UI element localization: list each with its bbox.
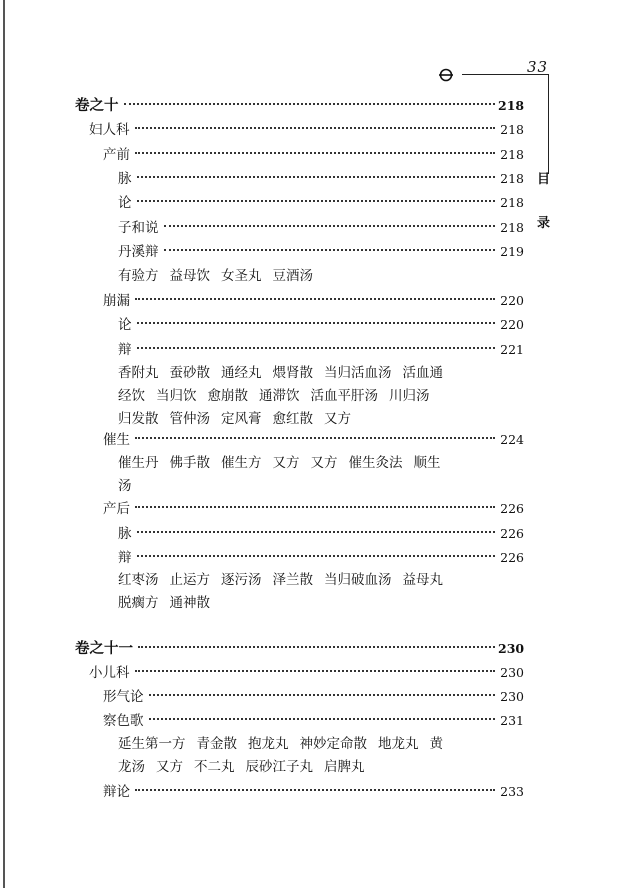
toc-entry[interactable] [118, 240, 524, 264]
formula-list [118, 569, 454, 615]
toc-entry-page: 230 [498, 641, 525, 656]
formula-name[interactable]: 催生灸法 [348, 455, 403, 471]
formula-name[interactable]: 益母丸 [402, 572, 443, 588]
toc-entry[interactable] [118, 313, 524, 337]
formula-name[interactable]: 当归饮 [156, 388, 197, 404]
dot-leader [138, 646, 495, 648]
formula-list [118, 265, 324, 288]
toc-entry-title: 辩论 [103, 784, 130, 800]
formula-name[interactable]: 活血平肝汤 [310, 388, 378, 404]
formula-name[interactable]: 不二丸 [194, 759, 235, 775]
toc-entry-page: 230 [500, 689, 524, 704]
formula-name[interactable]: 煨肾散 [272, 365, 313, 381]
formula-name[interactable]: 当归活血汤 [324, 365, 392, 381]
formula-name[interactable]: 蚕砂散 [169, 365, 210, 381]
dot-leader [135, 298, 495, 300]
toc-entry[interactable] [103, 428, 524, 452]
toc-entry-title: 卷之十一 [75, 640, 133, 657]
formula-name[interactable]: 定风膏 [221, 411, 262, 427]
toc-entry-title: 产前 [103, 147, 130, 163]
dot-leader [137, 347, 496, 349]
formula-name[interactable]: 汤 [118, 478, 132, 494]
formula-line [118, 362, 454, 385]
dot-leader [135, 506, 495, 508]
toc-entry[interactable] [89, 661, 524, 685]
toc-entry[interactable] [75, 637, 524, 661]
toc-entry-page: 218 [500, 220, 524, 235]
formula-name[interactable]: 龙汤 [118, 759, 145, 775]
toc-entry[interactable] [118, 216, 524, 240]
formula-name[interactable]: 归发散 [118, 411, 159, 427]
toc-entry-title: 产后 [103, 501, 130, 517]
toc-entry-page: 226 [500, 526, 524, 541]
formula-name[interactable]: 又方 [272, 455, 300, 471]
formula-line [118, 592, 454, 615]
formula-name[interactable]: 抱龙丸 [248, 736, 289, 752]
toc-entry-title: 辩 [118, 550, 132, 566]
toc-entry-page: 226 [500, 501, 524, 516]
dot-leader [149, 718, 496, 720]
formula-name[interactable]: 泽兰散 [272, 572, 313, 588]
formula-name[interactable]: 延生第一方 [118, 736, 186, 752]
formula-line [118, 385, 454, 408]
toc-entry-title: 子和说 [118, 220, 159, 236]
toc-entry-title: 卷之十 [75, 97, 119, 114]
dot-leader [135, 127, 496, 129]
toc-entry-title: 辩 [118, 342, 132, 358]
formula-name[interactable]: 红枣汤 [118, 572, 159, 588]
dot-leader [135, 152, 495, 154]
toc-entry[interactable] [89, 118, 524, 142]
page-left-border [3, 0, 5, 888]
formula-name[interactable]: 佛手散 [169, 455, 210, 471]
formula-line [118, 265, 324, 288]
formula-list [118, 452, 452, 498]
formula-name[interactable]: 青金散 [196, 736, 237, 752]
toc-entry-title: 脉 [118, 526, 132, 542]
toc-entry-page: 220 [500, 293, 524, 308]
toc-entry[interactable] [118, 167, 524, 191]
formula-name[interactable]: 又方 [324, 411, 351, 427]
dot-leader [137, 322, 496, 324]
toc-entry-page: 224 [500, 432, 524, 447]
toc-entry[interactable] [103, 685, 524, 709]
dot-leader [164, 225, 496, 227]
formula-line [118, 756, 454, 779]
diamond-ornament-icon [439, 68, 453, 82]
dot-leader [137, 531, 496, 533]
formula-name[interactable]: 愈崩散 [207, 388, 248, 404]
formula-name[interactable]: 地龙丸 [378, 736, 419, 752]
formula-name[interactable]: 有验方 [118, 268, 159, 284]
toc-entry-title: 小儿科 [89, 665, 130, 681]
toc-entry-page: 219 [500, 244, 524, 259]
formula-name[interactable]: 止运方 [169, 572, 210, 588]
dot-leader [137, 176, 496, 178]
dot-leader [135, 670, 496, 672]
formula-name[interactable]: 催生方 [221, 455, 262, 471]
toc-entry-page: 233 [500, 784, 524, 799]
toc-entry[interactable] [118, 522, 524, 546]
toc-entry-title: 论 [118, 195, 132, 211]
formula-name[interactable]: 又方 [156, 759, 183, 775]
formula-name[interactable]: 通神散 [169, 595, 210, 611]
toc-entry-page: 230 [500, 665, 524, 680]
toc-entry-page: 231 [500, 713, 524, 728]
toc-entry-page: 218 [498, 98, 525, 113]
formula-name[interactable]: 又方 [310, 455, 338, 471]
dot-leader [137, 200, 496, 202]
formula-name[interactable]: 顺生 [413, 455, 441, 471]
formula-name[interactable]: 启脾丸 [324, 759, 365, 775]
side-label-mu: 目 [537, 172, 551, 187]
dot-leader [135, 789, 495, 791]
toc-entry-title: 妇人科 [89, 122, 130, 138]
formula-name[interactable]: 催生丹 [118, 455, 159, 471]
formula-name[interactable]: 脱瘸方 [118, 595, 159, 611]
formula-name[interactable]: 辰砂江子丸 [245, 759, 313, 775]
formula-name[interactable]: 通滞饮 [259, 388, 300, 404]
formula-line [118, 475, 452, 498]
header-vertical-rule [548, 74, 549, 174]
formula-name[interactable]: 当归破血汤 [324, 572, 392, 588]
dot-leader [164, 249, 496, 251]
formula-name[interactable]: 逐污汤 [221, 572, 262, 588]
page-number: 33 [527, 58, 549, 76]
formula-name[interactable]: 女圣丸 [221, 268, 262, 284]
toc-entry[interactable] [118, 191, 524, 215]
formula-name[interactable]: 香附丸 [118, 365, 159, 381]
formula-name[interactable]: 经饮 [118, 388, 145, 404]
formula-list [118, 733, 454, 779]
toc-entry-page: 218 [500, 171, 524, 186]
side-label-lu: 录 [537, 216, 551, 231]
toc-entry-title: 论 [118, 317, 132, 333]
formula-name[interactable]: 活血通 [402, 365, 443, 381]
formula-name[interactable]: 通经丸 [221, 365, 262, 381]
dot-leader [124, 103, 496, 105]
toc-entry[interactable] [118, 546, 524, 570]
formula-name[interactable]: 川归汤 [389, 388, 430, 404]
formula-name[interactable]: 豆酒汤 [272, 268, 313, 284]
toc-entry[interactable] [118, 338, 524, 362]
dot-leader [135, 437, 495, 439]
formula-line [118, 733, 454, 756]
toc-entry-page: 220 [500, 317, 524, 332]
toc-entry[interactable] [75, 94, 524, 118]
toc-entry-page: 218 [500, 147, 524, 162]
toc-entry-title: 丹溪辩 [118, 244, 159, 260]
toc-entry-title: 察色歌 [103, 713, 144, 729]
toc-entry-page: 218 [500, 122, 524, 137]
formula-name[interactable]: 管仲汤 [169, 411, 210, 427]
toc-entry-title: 脉 [118, 171, 132, 187]
dot-leader [137, 555, 496, 557]
toc-entry[interactable] [103, 780, 524, 804]
formula-line [118, 452, 452, 475]
formula-name[interactable]: 神妙定命散 [299, 736, 367, 752]
toc-entry[interactable] [103, 143, 524, 167]
toc-entry-title: 催生 [103, 432, 130, 448]
formula-name[interactable]: 愈红散 [272, 411, 313, 427]
toc-entry-title: 崩漏 [103, 293, 130, 309]
toc-entry-page: 226 [500, 550, 524, 565]
toc-entry-title: 形气论 [103, 689, 144, 705]
toc-entry-page: 221 [500, 342, 524, 357]
formula-line [118, 569, 454, 592]
formula-name[interactable]: 黄 [429, 736, 443, 752]
toc-entry-page: 218 [500, 195, 524, 210]
toc-entry[interactable] [103, 497, 524, 521]
dot-leader [149, 694, 496, 696]
toc-entry[interactable] [103, 709, 524, 733]
formula-list [118, 362, 454, 431]
formula-name[interactable]: 益母饮 [169, 268, 210, 284]
toc-entry[interactable] [103, 289, 524, 313]
